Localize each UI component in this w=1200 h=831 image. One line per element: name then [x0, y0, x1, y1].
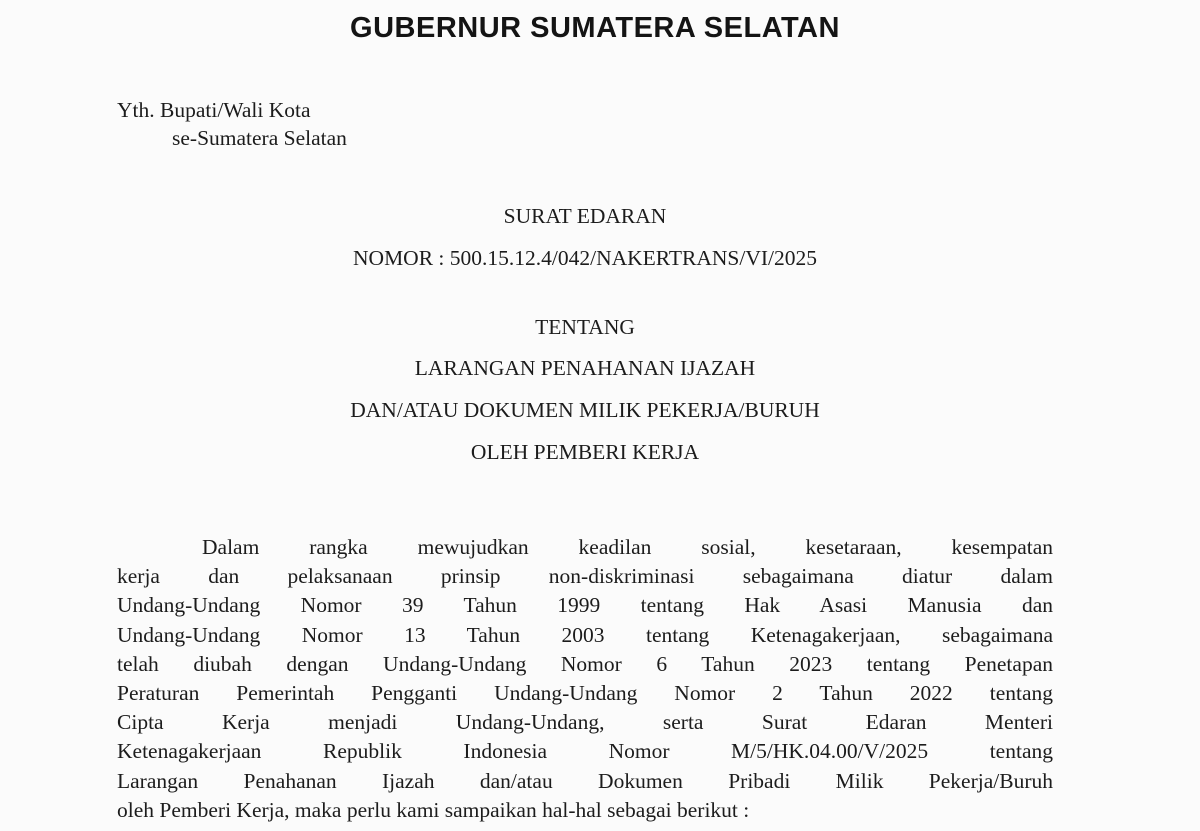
addressee-line-1: Yth. Bupati/Wali Kota [117, 98, 311, 122]
subject-line-1: LARANGAN PENAHANAN IJAZAH [414, 356, 756, 380]
about-label: TENTANG [535, 315, 635, 339]
body-line: Larangan Penahanan Ijazah dan/atau Dokumen Pribadi Milik Pekerja/Buruh [117, 768, 1053, 793]
body-line: kerja dan pelaksanaan prinsip non-diskriminasi sebagaimana diatur dalam [117, 564, 1053, 589]
body-line: Dalam rangka mewujudkan keadilan sosial, kesetaraan, kesempatan [202, 535, 1053, 559]
document-type: SURAT EDARAN [503, 204, 667, 228]
body-line: Peraturan Pemerintah Pengganti Undang-Undang Nomor 2 Tahun 2022 tentang [117, 681, 1053, 706]
document-number: NOMOR : 500.15.12.4/042/NAKERTRANS/VI/2025 [353, 246, 817, 270]
subject-line-2: DAN/ATAU DOKUMEN MILIK PEKERJA/BURUH [350, 398, 820, 422]
body-line: Ketenagakerjaan Republik Indonesia Nomor M/5/HK.04.00/V/2025 tentang [117, 739, 1053, 764]
addressee-line-2: se-Sumatera Selatan [172, 126, 347, 150]
body-paragraph [117, 533, 1053, 825]
body-line: Undang-Undang Nomor 39 Tahun 1999 tentang Hak Asasi Manusia dan [117, 593, 1053, 618]
body-line: telah diubah dengan Undang-Undang Nomor 6 Tahun 2023 tentang Penetapan [117, 651, 1053, 676]
letterhead-title: GUBERNUR SUMATERA SELATAN [350, 12, 840, 44]
subject-line-3: OLEH PEMBERI KERJA [470, 440, 700, 464]
body-line: Cipta Kerja menjadi Undang-Undang, serta Surat Edaran Menteri [117, 710, 1053, 735]
body-line: oleh Pemberi Kerja, maka perlu kami sampaikan hal-hal sebagai berikut : [117, 797, 750, 822]
body-line: Undang-Undang Nomor 13 Tahun 2003 tentang Ketenagakerjaan, sebagaimana [117, 622, 1053, 647]
